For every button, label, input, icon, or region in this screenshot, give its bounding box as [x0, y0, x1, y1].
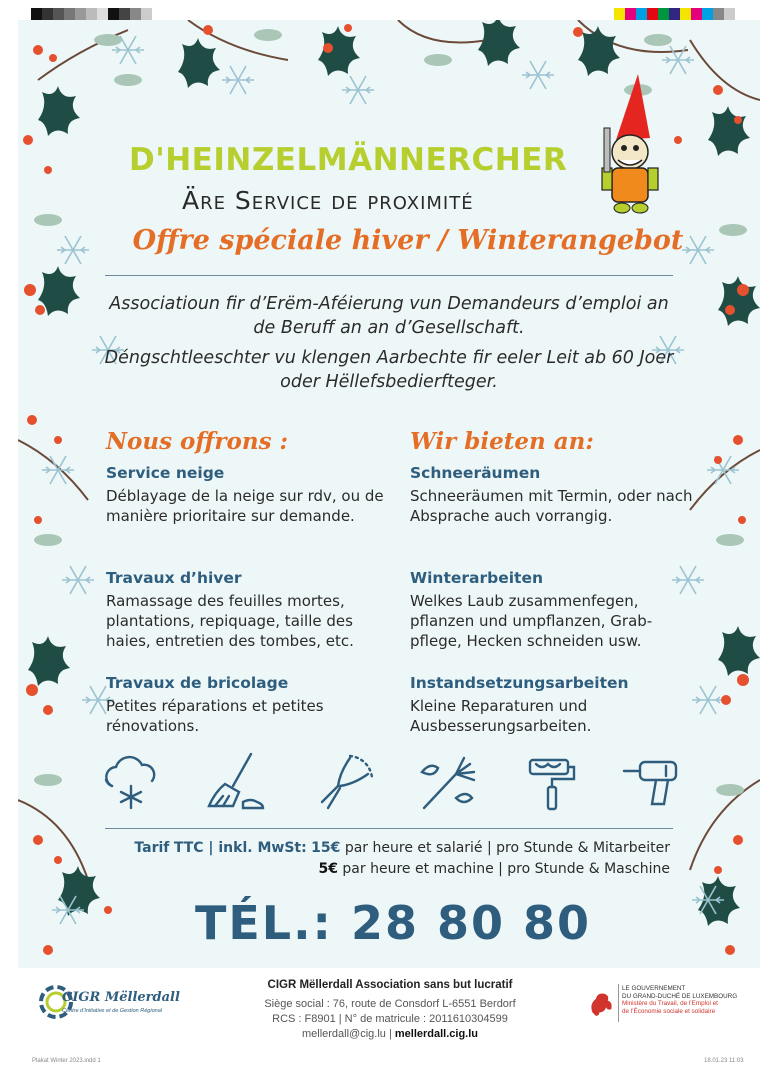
footer-rcs: RCS : F8901 | N° de matricule : 2011610304599	[272, 1013, 508, 1025]
poster	[18, 20, 760, 968]
footer-contact: mellerdall@cig.lu | mellerdall.cig.lu	[301, 1028, 479, 1040]
broom-icon	[203, 750, 269, 816]
phone-number: TÉL.: 28 80 80	[194, 896, 592, 950]
footer-website[interactable]: mellerdall.cig.lu	[394, 1028, 479, 1040]
divider	[105, 275, 673, 276]
rake-leaves-icon	[416, 750, 482, 816]
de-heading: Wir bieten an:	[410, 428, 594, 455]
footer-info	[220, 978, 560, 1042]
fr-item	[106, 674, 396, 736]
print-date-label: 18.01.23 11:03	[704, 1058, 744, 1064]
drill-icon	[622, 750, 688, 816]
government-logo-text	[622, 985, 772, 1015]
de-item-title: Winterarbeiten	[410, 569, 543, 587]
footer-org: CIGR Mëllerdall Association sans but lucratif	[267, 979, 513, 991]
price-staff-text: par heure et salarié | pro Stunde & Mitarbeiter	[344, 840, 670, 856]
tarif-label: Tarif	[134, 840, 170, 856]
headline-title: D'HEINZELMÄNNERCHER	[129, 142, 568, 178]
luxembourg-lion-icon	[584, 984, 618, 1024]
de-item-text: Schneeräumen mit Termin, oder nach Absprache auch vorrangig.	[410, 487, 693, 525]
price-machine-text: par heure et machine | pro Stunde & Maschine	[342, 861, 670, 877]
intro-text	[103, 292, 675, 400]
footer-email[interactable]: mellerdall@cig.lu	[301, 1028, 386, 1040]
de-item	[410, 569, 700, 651]
gov-line: LE GOUVERNEMENT	[622, 985, 686, 992]
de-item-title: Schneeräumen	[410, 464, 541, 482]
fr-item-title: Travaux de bricolage	[106, 674, 289, 692]
de-item-title: Instandsetzungsarbeiten	[410, 674, 629, 692]
gov-ministry: Ministère du Travail, de l’Emploi et	[622, 1000, 718, 1007]
cigr-logo	[38, 980, 173, 1030]
fr-item-text: Déblayage de la neige sur rdv, ou de manière prioritaire sur demande.	[106, 487, 384, 525]
de-item	[410, 674, 700, 736]
de-item-text: Kleine Reparaturen und Ausbesserungsarbeiten.	[410, 697, 592, 735]
pricing	[90, 838, 670, 880]
pricing-line-2	[90, 859, 670, 880]
fr-item-text: Ramassage des feuilles mortes, plantations, repiquage, taille des haies, entretien des tombes, etc.	[106, 592, 354, 650]
offer-heading: Offre spéciale hiver / Winterangebot	[132, 225, 684, 256]
fr-item-text: Petites réparations et petites rénovations.	[106, 697, 324, 735]
hedge-shears-icon	[310, 750, 376, 816]
pricing-line-1	[90, 838, 670, 859]
de-item	[410, 464, 700, 526]
gov-line: DU GRAND-DUCHÉ DE LUXEMBOURG	[622, 992, 738, 1000]
intro-line-2: Déngschtleeschter vu klengen Aarbechte fir eeler Leit ab 60 Joer oder Hëllefsbedierfteger.	[104, 348, 674, 392]
paint-roller-icon	[518, 750, 584, 816]
intro-line-1: Associatioun fir d’Erëm-Aféierung vun Demandeurs d’emploi an de Beruff an an d’Gesellschaft.	[109, 294, 669, 338]
divider	[105, 828, 673, 829]
tarif-tax-label: TTC | inkl. MwSt:	[173, 840, 307, 856]
headline-subtitle: Äre Service de proximité	[182, 186, 474, 215]
price-machine: 5€	[318, 861, 338, 877]
cigr-logo-text: CIGR Mëllerdall	[62, 990, 180, 1005]
print-file-label: Plakat Winter 2023.indd 1	[32, 1058, 101, 1064]
cigr-logo-subtitle: Centre d’Initiative et de Gestion Régional	[62, 1008, 162, 1014]
fr-item-title: Service neige	[106, 464, 225, 482]
gov-divider	[618, 984, 619, 1022]
print-grayscale-bar	[31, 8, 152, 20]
price-staff: 15€	[311, 840, 341, 856]
service-icons	[98, 750, 688, 822]
gov-ministry: de l’Économie sociale et solidaire	[622, 1007, 716, 1015]
fr-item	[106, 464, 396, 526]
fr-item	[106, 569, 396, 651]
print-color-bar	[614, 8, 735, 20]
snow-cloud-icon	[98, 750, 164, 816]
fr-item-title: Travaux d’hiver	[106, 569, 242, 587]
fr-heading: Nous offrons :	[106, 428, 289, 455]
de-item-text: Welkes Laub zusammenfegen, pflanzen und umpflanzen, Grab-pflege, Hecken schneiden usw.	[410, 592, 653, 650]
footer-address: Siège social : 76, route de Consdorf L-6551 Berdorf	[264, 998, 516, 1010]
